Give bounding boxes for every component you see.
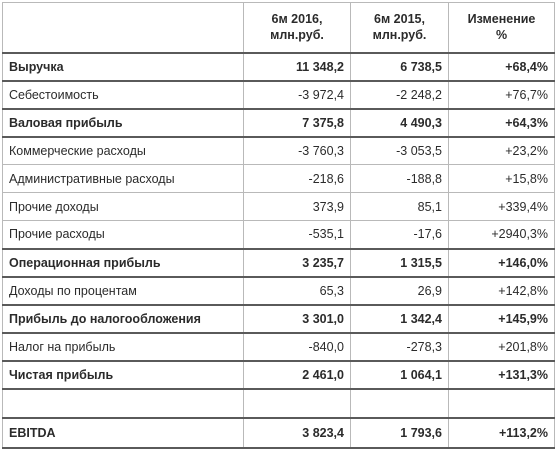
row-change-percent [449,389,555,418]
row-value-6m-2015: 1 315,5 [351,249,449,277]
row-label: Выручка [3,53,244,81]
row-change-percent: +146,0% [449,249,555,277]
row-change-percent: +145,9% [449,305,555,333]
row-label: EBITDA [3,418,244,448]
row-value-6m-2016: 3 301,0 [244,305,351,333]
row-value-6m-2016: 11 348,2 [244,53,351,81]
row-value-6m-2015: 1 342,4 [351,305,449,333]
row-change-percent: +15,8% [449,165,555,193]
row-label: Операционная прибыль [3,249,244,277]
table-row [3,389,555,418]
row-label: Прочие расходы [3,221,244,249]
row-change-percent: +64,3% [449,109,555,137]
row-label [3,389,244,418]
header-change [449,3,555,53]
header-change-line1: Изменение [467,12,536,27]
table-row [3,249,555,277]
row-value-6m-2015: -17,6 [351,221,449,249]
row-change-percent: +68,4% [449,53,555,81]
table-row [3,305,555,333]
row-change-percent: +76,7% [449,81,555,109]
row-value-6m-2016: -840,0 [244,333,351,361]
table-row [3,333,555,361]
header-6m-2015-line2: млн.руб. [372,28,427,43]
header-6m-2016 [244,3,351,53]
row-value-6m-2015: -3 053,5 [351,137,449,165]
header-6m-2016-line2: млн.руб. [270,28,324,43]
row-value-6m-2016: 373,9 [244,193,351,221]
row-value-6m-2016: -3 972,4 [244,81,351,109]
row-label: Доходы по процентам [3,277,244,305]
row-value-6m-2015: 85,1 [351,193,449,221]
row-value-6m-2016: 3 235,7 [244,249,351,277]
financial-results-table [2,2,555,449]
row-change-percent: +339,4% [449,193,555,221]
row-label: Налог на прибыль [3,333,244,361]
header-change-line2: % [495,28,508,43]
row-label: Прибыль до налогообложения [3,305,244,333]
table-row [3,109,555,137]
table-row [3,193,555,221]
row-label: Коммерческие расходы [3,137,244,165]
row-value-6m-2016: -218,6 [244,165,351,193]
row-value-6m-2015: 6 738,5 [351,53,449,81]
table-row [3,418,555,448]
row-change-percent: +201,8% [449,333,555,361]
row-value-6m-2016 [244,389,351,418]
row-value-6m-2015: 4 490,3 [351,109,449,137]
table-row [3,277,555,305]
table-row [3,361,555,389]
table-header-row [3,3,555,53]
table-row [3,137,555,165]
row-value-6m-2015 [351,389,449,418]
row-value-6m-2015: 1 064,1 [351,361,449,389]
row-value-6m-2016: -535,1 [244,221,351,249]
row-value-6m-2015: -188,8 [351,165,449,193]
row-label: Административные расходы [3,165,244,193]
row-label: Себестоимость [3,81,244,109]
row-change-percent: +142,8% [449,277,555,305]
table-row [3,81,555,109]
row-label: Чистая прибыль [3,361,244,389]
header-indicator [3,3,244,53]
row-value-6m-2015: 26,9 [351,277,449,305]
row-value-6m-2016: 7 375,8 [244,109,351,137]
row-change-percent: +113,2% [449,418,555,448]
row-value-6m-2015: -278,3 [351,333,449,361]
row-change-percent: +23,2% [449,137,555,165]
row-change-percent: +131,3% [449,361,555,389]
header-6m-2015 [351,3,449,53]
header-6m-2015-line1: 6м 2015, [374,12,425,27]
table-row [3,165,555,193]
table-row [3,53,555,81]
row-value-6m-2015: 1 793,6 [351,418,449,448]
row-value-6m-2015: -2 248,2 [351,81,449,109]
row-value-6m-2016: 3 823,4 [244,418,351,448]
row-value-6m-2016: 65,3 [244,277,351,305]
row-value-6m-2016: -3 760,3 [244,137,351,165]
row-change-percent: +2940,3% [449,221,555,249]
row-label: Прочие доходы [3,193,244,221]
row-label: Валовая прибыль [3,109,244,137]
table-body [3,53,555,448]
table-row [3,221,555,249]
header-6m-2016-line1: 6м 2016, [271,12,323,27]
row-value-6m-2016: 2 461,0 [244,361,351,389]
